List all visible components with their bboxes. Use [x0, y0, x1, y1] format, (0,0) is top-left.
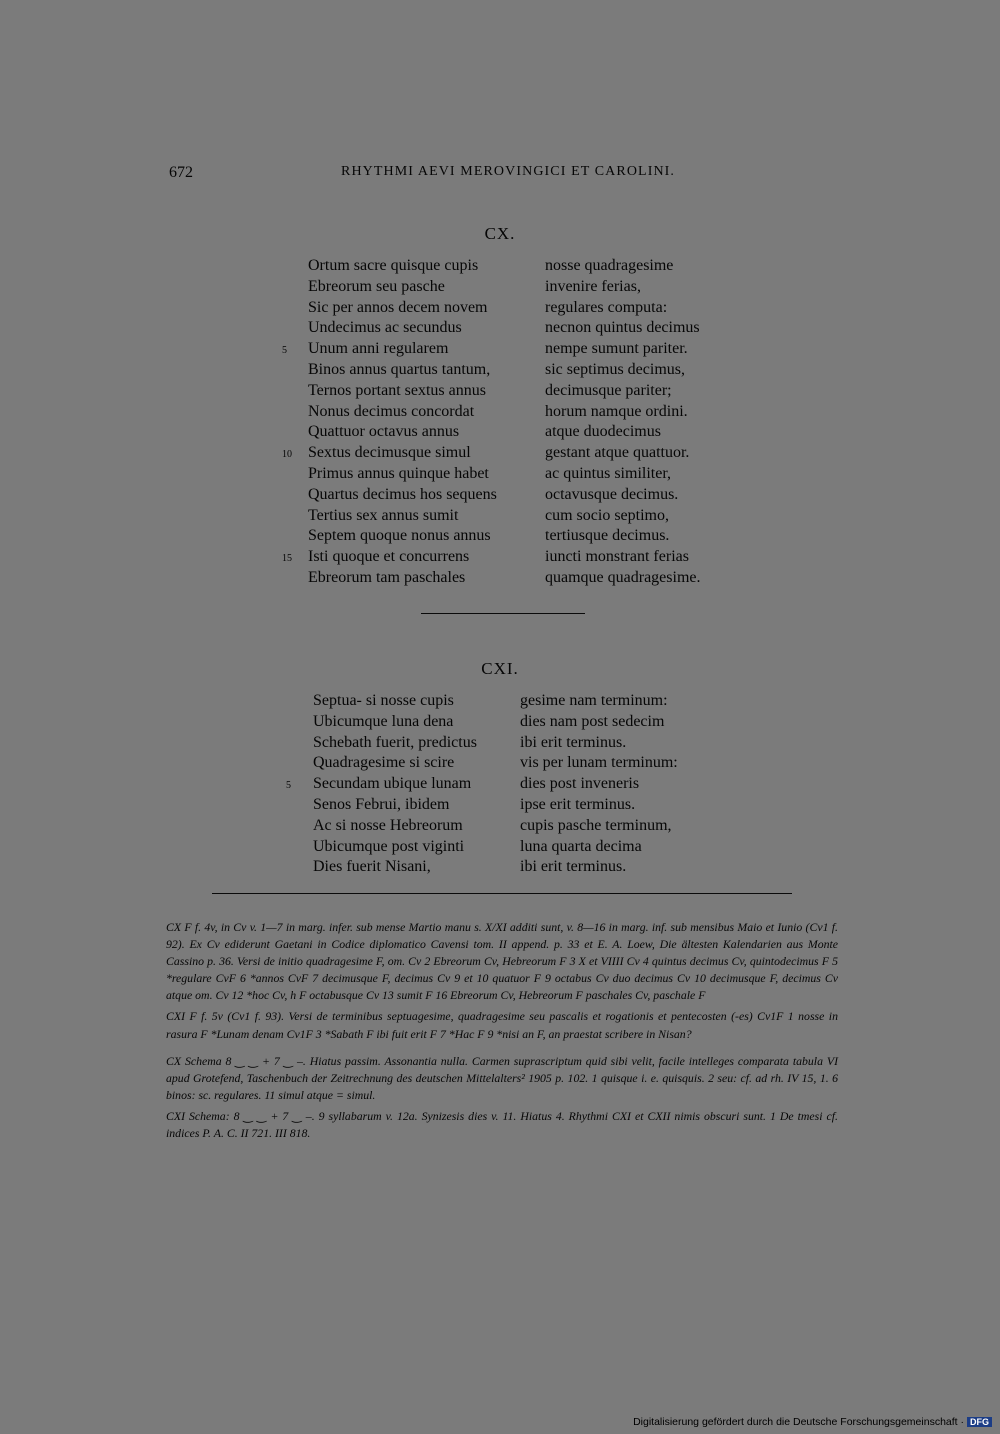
verse-first-half: Undecimus ac secundus: [308, 319, 462, 337]
apparatus-rule: [212, 893, 792, 894]
verse-second-half: dies post inveneris: [520, 775, 640, 793]
verse-first-half: Isti quoque et concurrens: [308, 548, 470, 566]
verse-second-half: invenire ferias,: [545, 277, 641, 295]
verse-second-half: decimusque pariter;: [545, 381, 672, 399]
verse-second-half: ibi erit terminus.: [520, 858, 627, 876]
verse-second-half: dies nam post sedecim: [520, 712, 665, 730]
dfg-logo: DFG: [967, 1417, 992, 1427]
verse-first-half: Septua- si nosse cupis: [313, 692, 454, 709]
credit-text: Digitalisierung gefördert durch die Deutsche Forschungsgemeinschaft ·: [633, 1416, 964, 1428]
poem-title-cx: CX.: [484, 224, 516, 243]
verse-second-half: iuncti monstrant ferias: [545, 548, 689, 566]
verse-number: 5: [282, 345, 287, 357]
poem-title-cxi: CXI.: [481, 659, 519, 678]
metric-note-cx: CX Schema 8 ‿ ‿ + 7 ‿ –. Hiatus passim. Assonantia nulla. Carmen suprascriptum quid sibi velit, facile intelleges comparata tabula VI apud Grotefend, Taschenbuch der Zeitrechnung des deutschen Mittelalters² 1905 p. 102. 1 quisque i. e. quisquis. 2 seu: cf. ad rh. IV 15, 1. 6 binos: sc. regulares. 11 simul atque = simul.: [166, 1053, 838, 1102]
verse-first-half: Quartus decimus hos sequens: [308, 485, 497, 503]
verse-second-half: vis per lunam terminum:: [520, 754, 678, 772]
verse-first-half: Nonus decimus concordat: [308, 402, 475, 420]
verse-second-half: nosse quadragesime: [545, 257, 674, 274]
apparatus-cxi: CXI F f. 5v (Cv1 f. 93). Versi de terminibus septuagesime, quadragesime seu pascalis et rogationis et pentecosten (-es) Cv1F 1 nosse in rasura F *Lunam denam Cv1F 3 *Sabath F ibi fuit erit F 7 *Hac F 9 *nisi an F, an praestat scribere in Nisan?: [166, 1009, 838, 1041]
verse-first-half: Ebreorum seu pasche: [308, 277, 445, 295]
verse-first-half: Quattuor octavus annus: [308, 423, 460, 441]
verse-first-half: Binos annus quartus tantum,: [308, 361, 491, 378]
verse-second-half: cupis pasche terminum,: [520, 816, 672, 834]
verse-second-half: atque duodecimus: [545, 423, 661, 441]
verse-second-half: regulares computa:: [545, 298, 668, 316]
verse-number: 10: [282, 449, 292, 461]
verse-first-half: Ortum sacre quisque cupis: [308, 257, 479, 274]
verse-second-half: sic septimus decimus,: [545, 361, 685, 378]
page-number: 672: [169, 164, 193, 181]
verse-first-half: Senos Februi, ibidem: [313, 796, 450, 813]
verse-first-half: Primus annus quinque habet: [308, 465, 489, 482]
verse-second-half: necnon quintus decimus: [545, 319, 700, 337]
verse-first-half: Ac si nosse Hebreorum: [313, 816, 463, 834]
running-title: RHYTHMI AEVI MEROVINGICI ET CAROLINI.: [341, 164, 676, 179]
verse-second-half: horum namque ordini.: [545, 402, 688, 420]
verse-first-half: Unum anni regularem: [308, 340, 449, 358]
verse-first-half: Sic per annos decem novem: [308, 298, 488, 316]
verse-first-half: Sextus decimusque simul: [308, 444, 471, 462]
verse-second-half: nempe sumunt pariter.: [545, 340, 688, 358]
verse-second-half: ibi erit terminus.: [520, 733, 627, 751]
verse-first-half: Schebath fuerit, predictus: [313, 733, 477, 751]
digitization-credit: [633, 1416, 992, 1428]
verse-second-half: gestant atque quattuor.: [545, 444, 690, 462]
verse-second-half: ac quintus similiter,: [545, 465, 672, 482]
metric-note-cxi: CXI Schema: 8 ‿ ‿ + 7 ‿ –. 9 syllabarum v. 12a. Synizesis dies v. 11. Hiatus 4. Rhythmi CXI et CXII nimis obscuri sunt. 1 De tmesi cf. indices P. A. C. II 721. III 818.: [166, 1108, 838, 1141]
verse-first-half: Ebreorum tam paschales: [308, 569, 466, 586]
verse-second-half: luna quarta decima: [520, 837, 642, 855]
verse-first-half: Secundam ubique lunam: [313, 775, 472, 793]
critical-notes: [166, 919, 838, 1142]
verse-second-half: cum socio septimo,: [545, 506, 669, 524]
verse-first-half: Tertius sex annus sumit: [308, 506, 459, 524]
verse-number: 5: [286, 780, 291, 792]
verse-first-half: Septem quoque nonus annus: [308, 527, 491, 545]
verse-first-half: Ubicumque luna dena: [313, 712, 454, 730]
verse-second-half: ipse erit terminus.: [520, 796, 636, 813]
verse-second-half: quamque quadragesime.: [545, 569, 701, 586]
verse-first-half: Dies fuerit Nisani,: [313, 858, 431, 876]
apparatus-cx: CX F f. 4v, in Cv v. 1—7 in marg. infer. sub mense Martio manu s. X/XI additi sunt, v. 8—16 in marg. inf. sub mensibus Maio et Iunio (Cv1 f. 92). Ex Cv ediderunt Gaetani in Codice diplomatico Cavensi tom. II append. p. 33 et E. A. Loew, Die ältesten Kalendarien aus Monte Cassino p. 36. Versi de initio quadragesime F, om. Cv 2 Ebreorum Cv, Hebreorum F 3 X et VIIII Cv 4 quintus decimus Cv, quintodecimus F 5 *regulare CvF 6 *annos CvF 7 decimusque F, decimus Cv 9 et 10 quatuor F 9 octabus Cv duo decimus Cv 10 decimusque F, decimus Cv atque om. Cv 12 *hoc Cv, h F octabusque Cv 13 sumit F 16 Ebreorum Cv, Hebreorum F paschales Cv, paschale F: [166, 920, 838, 1003]
verse-first-half: Ternos portant sextus annus: [308, 381, 486, 399]
verse-number: 15: [282, 553, 292, 565]
separator-rule: [421, 613, 585, 614]
verse-second-half: octavusque decimus.: [545, 485, 679, 503]
verse-second-half: tertiusque decimus.: [545, 527, 670, 545]
verse-first-half: Ubicumque post viginti: [313, 837, 465, 855]
verse-first-half: Quadragesime si scire: [313, 754, 455, 772]
verse-second-half: gesime nam terminum:: [520, 692, 668, 709]
